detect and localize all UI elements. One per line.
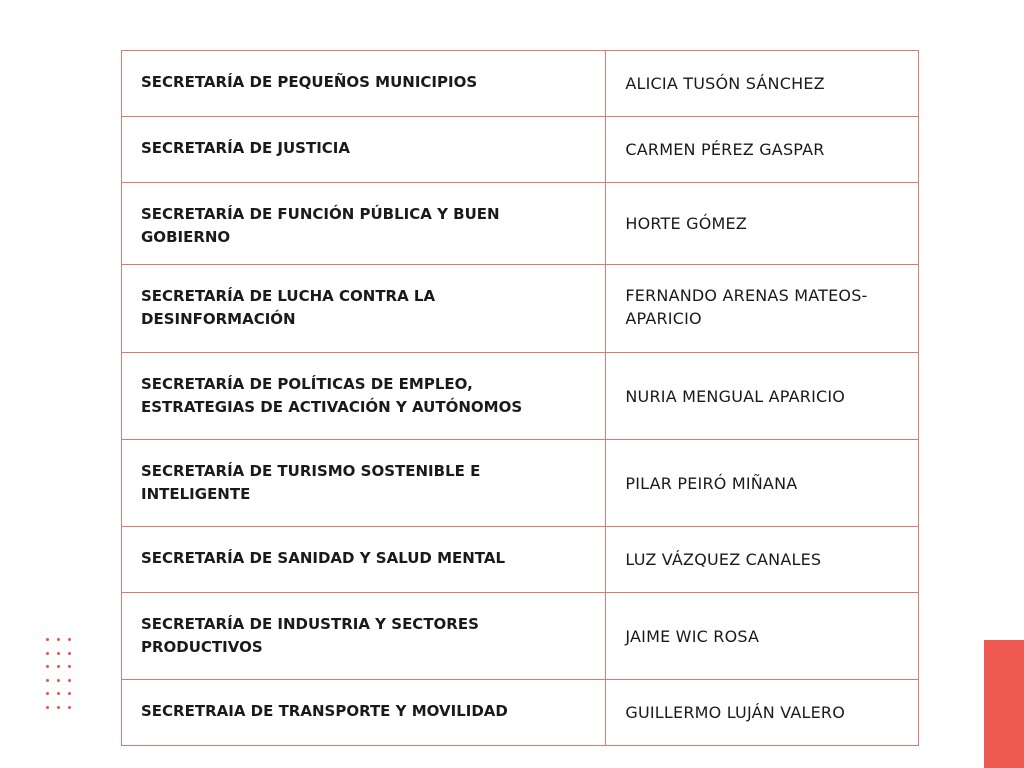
responsable-cell: ALICIA TUSÓN SÁNCHEZ — [606, 51, 919, 116]
responsable-cell: NURIA MENGUAL APARICIO — [606, 353, 919, 439]
table-row — [122, 117, 919, 183]
dot — [57, 652, 60, 655]
dot — [68, 706, 71, 709]
dot — [57, 665, 60, 668]
dot — [68, 652, 71, 655]
table-row — [122, 440, 919, 527]
table-row — [122, 353, 919, 440]
secretaria-cell: SECRETARÍA DE INDUSTRIA Y SECTORES PRODUCTIVOS — [122, 593, 606, 679]
dot — [46, 706, 49, 709]
table-row — [122, 51, 919, 117]
secretaria-cell: SECRETARÍA DE JUSTICIA — [122, 117, 606, 182]
dot — [46, 638, 49, 641]
responsable-cell: FERNANDO ARENAS MATEOS-APARICIO — [606, 265, 919, 352]
dot — [46, 679, 49, 682]
table-row — [122, 265, 919, 353]
dot — [46, 692, 49, 695]
dot — [57, 638, 60, 641]
accent-bar — [984, 640, 1024, 768]
dot — [57, 706, 60, 709]
responsable-cell: PILAR PEIRÓ MIÑANA — [606, 440, 919, 526]
table-row — [122, 183, 919, 265]
responsable-cell: LUZ VÁZQUEZ CANALES — [606, 527, 919, 592]
responsable-cell: GUILLERMO LUJÁN VALERO — [606, 680, 919, 745]
secretaria-cell: SECRETARÍA DE PEQUEÑOS MUNICIPIOS — [122, 51, 606, 116]
responsable-cell: HORTE GÓMEZ — [606, 183, 919, 264]
dot — [46, 665, 49, 668]
dot — [57, 679, 60, 682]
dot — [68, 665, 71, 668]
dot — [57, 692, 60, 695]
secretaria-cell: SECRETARÍA DE POLÍTICAS DE EMPLEO, ESTRATEGIAS DE ACTIVACIÓN Y AUTÓNOMOS — [122, 353, 606, 439]
secretaria-cell: SECRETARÍA DE TURISMO SOSTENIBLE E INTELIGENTE — [122, 440, 606, 526]
secretarias-table — [121, 50, 919, 746]
table-row — [122, 593, 919, 680]
dot — [68, 692, 71, 695]
secretaria-cell: SECRETARÍA DE LUCHA CONTRA LA DESINFORMACIÓN — [122, 265, 606, 352]
responsable-cell: JAIME WIC ROSA — [606, 593, 919, 679]
dot-grid-icon — [46, 638, 78, 710]
dot — [46, 652, 49, 655]
secretaria-cell: SECRETARÍA DE FUNCIÓN PÚBLICA Y BUEN GOBIERNO — [122, 183, 606, 264]
responsable-cell: CARMEN PÉREZ GASPAR — [606, 117, 919, 182]
secretaria-cell: SECRETRAIA DE TRANSPORTE Y MOVILIDAD — [122, 680, 606, 745]
dot — [68, 679, 71, 682]
secretaria-cell: SECRETARÍA DE SANIDAD Y SALUD MENTAL — [122, 527, 606, 592]
table-row — [122, 527, 919, 593]
dot — [68, 638, 71, 641]
table-row — [122, 680, 919, 746]
